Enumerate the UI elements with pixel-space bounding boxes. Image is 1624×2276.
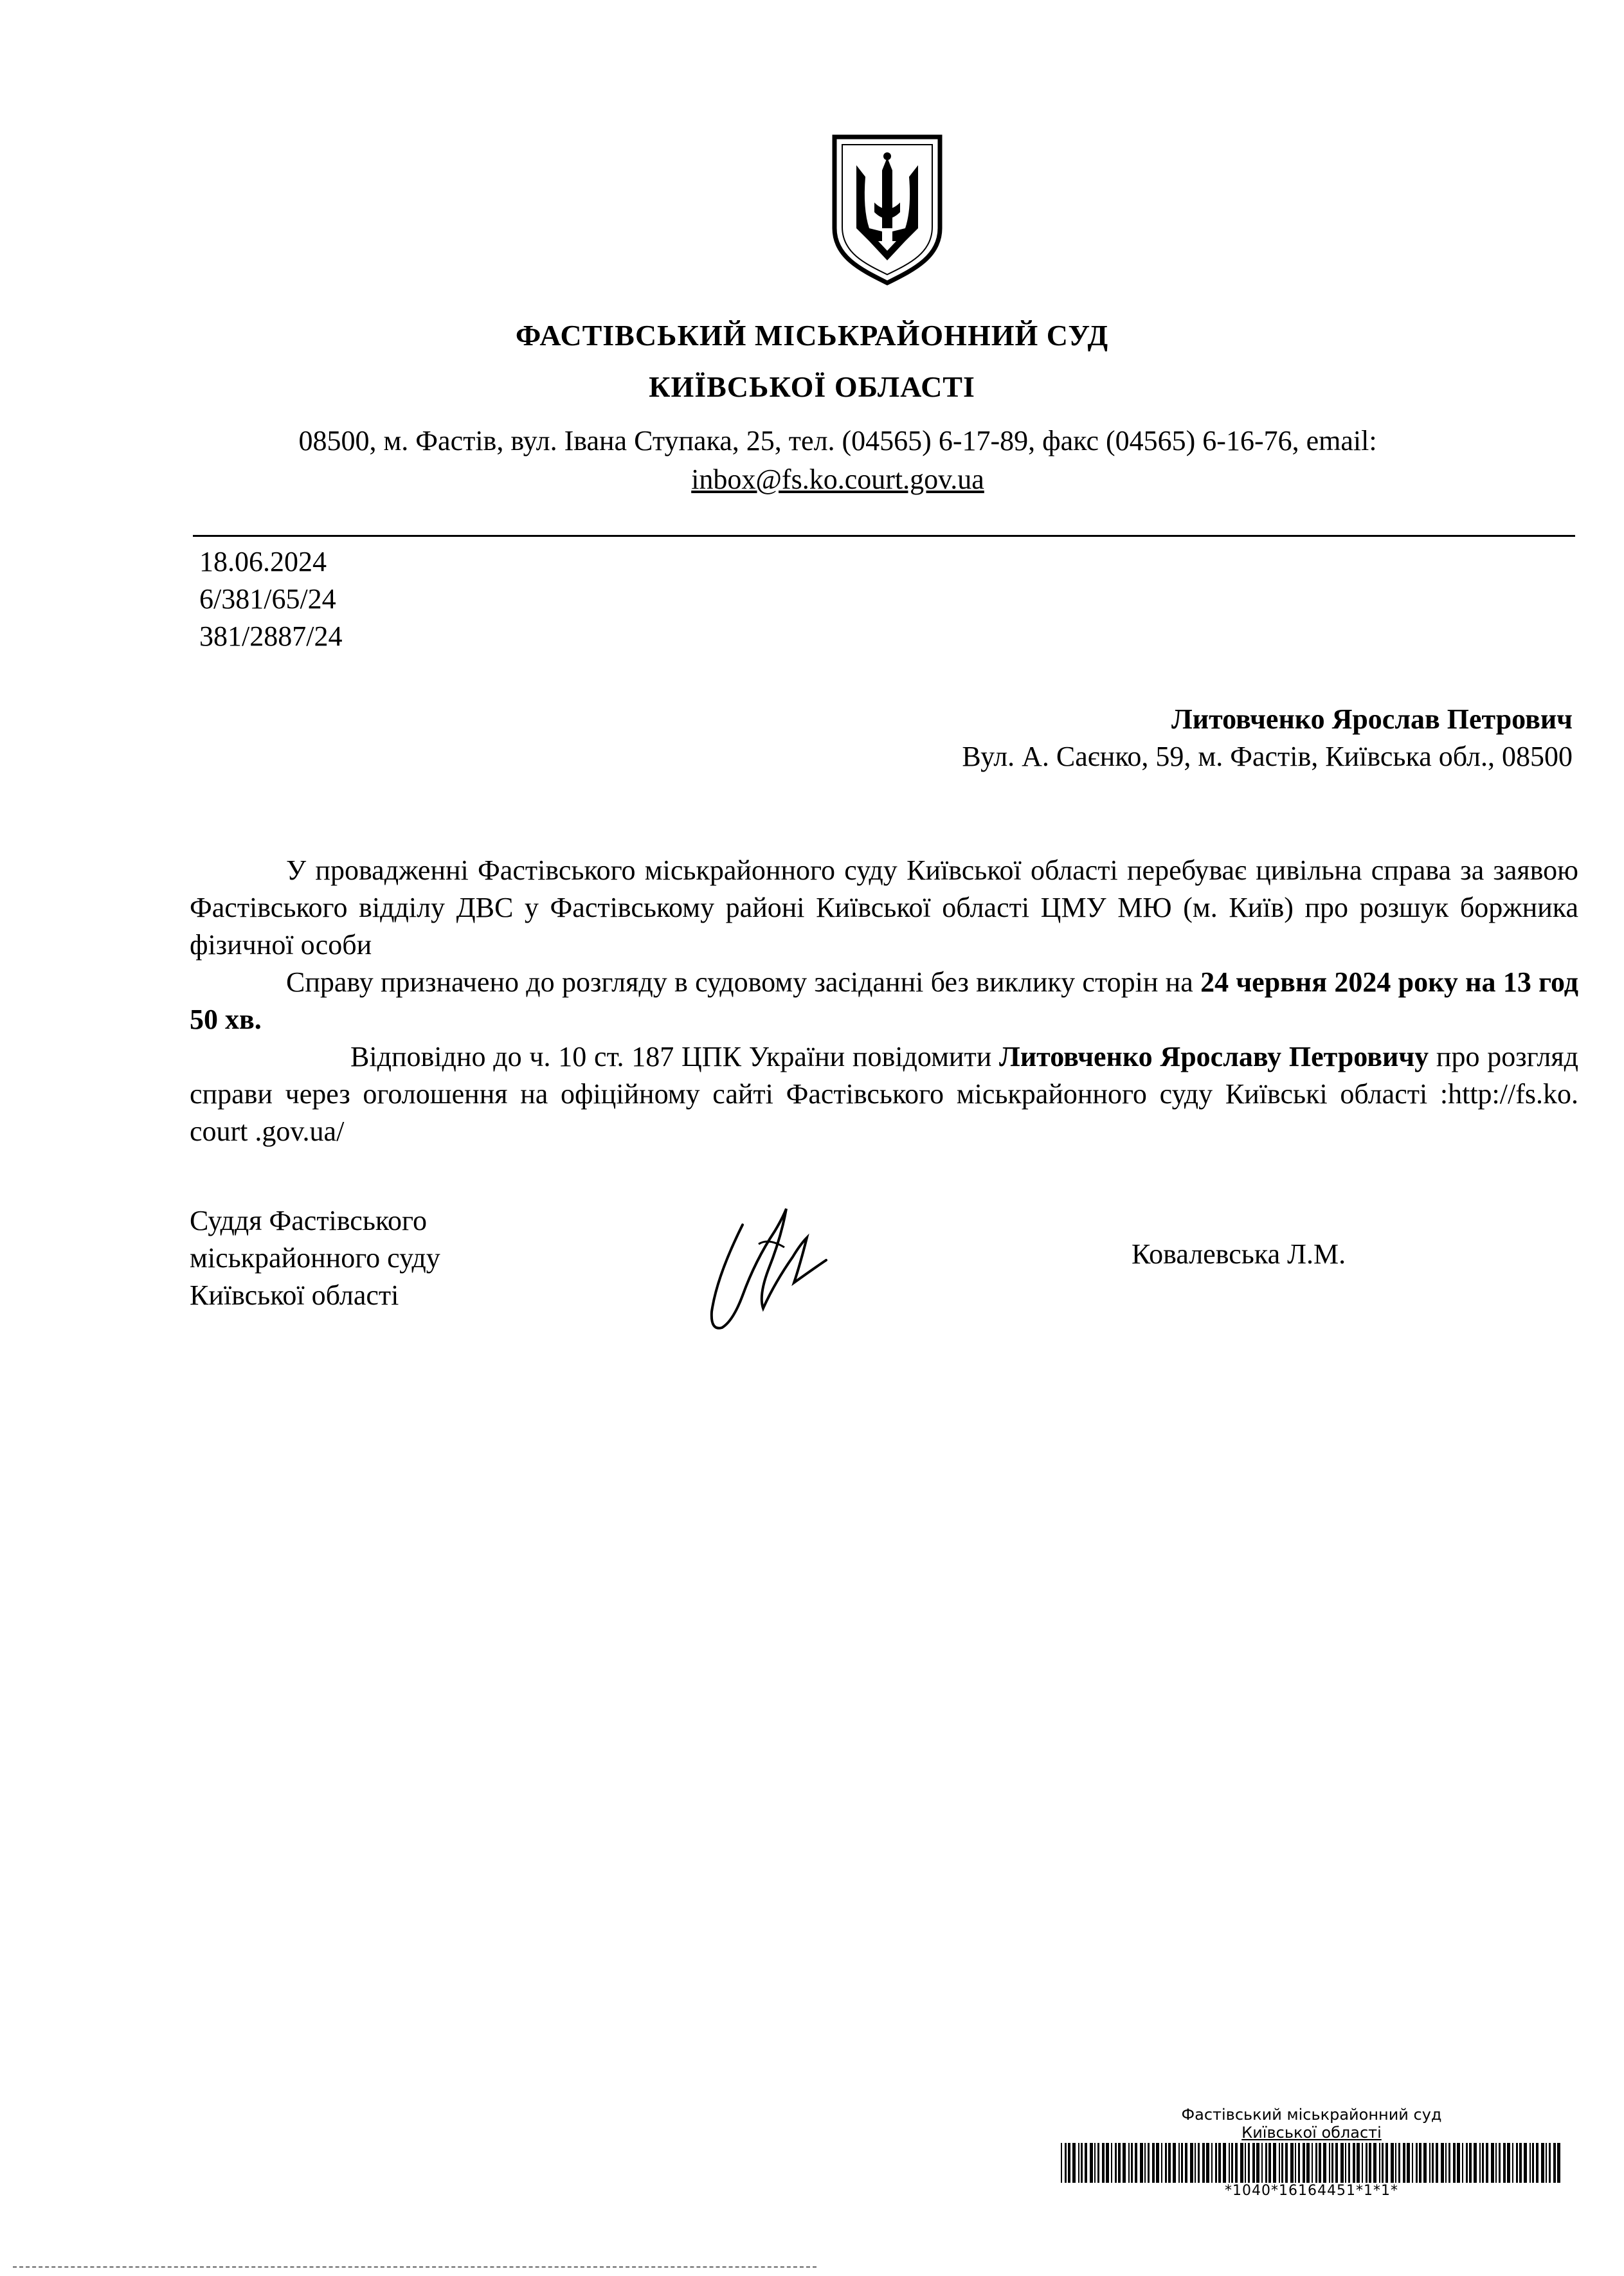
judge-title-line3: Київської області [190, 1279, 399, 1311]
recipient-name: Литовченко Ярослав Петрович [1171, 703, 1573, 735]
barcode-icon [1061, 2143, 1562, 2183]
recipient-block [962, 701, 1573, 775]
judge-title-line2: міськрайонного суду [190, 1242, 440, 1274]
body-paragraph-2 [190, 964, 1578, 1038]
reference-number-1: 6/381/65/24 [199, 583, 336, 615]
reference-number-2: 381/2887/24 [199, 620, 343, 652]
letter-body [190, 852, 1578, 1150]
paragraph-2-text: Справу призначено до розгляду в судовому засіданні без виклику сторін на [286, 966, 1201, 998]
recipient-address: Вул. А. Саєнко, 59, м. Фастів, Київська обл., 08500 [962, 741, 1573, 772]
court-email-link[interactable]: inbox@fs.ko.court.gov.ua [691, 464, 984, 495]
notified-person: Литовченко Ярославу Петровичу [999, 1041, 1429, 1072]
court-name-line2: КИЇВСЬКОЇ ОБЛАСТІ [649, 370, 975, 403]
stamp-region: Київської області [1241, 2124, 1382, 2142]
stamp-court-name: Фастівський міськрайонний суд [1181, 2106, 1442, 2124]
court-name-line1: ФАСТІВСЬКИЙ МІСЬКРАЙОННИЙ СУД [515, 319, 1109, 352]
coat-of-arms-emblem [829, 132, 945, 286]
hearing-date: 24 червня 2024 року на 13 год 50 хв. [190, 966, 1578, 1035]
header-divider [193, 535, 1575, 537]
barcode-number: *1040*16164451*1*1* [1225, 2183, 1398, 2199]
court-address: 08500, м. Фастів, вул. Івана Ступака, 25, тел. (04565) 6-17-89, факс (04565) 6-16-76, email: [298, 425, 1377, 456]
judge-title-line1: Суддя Фастівського [190, 1205, 427, 1236]
document-date: 18.06.2024 [199, 546, 327, 577]
registration-stamp [1054, 2106, 1569, 2199]
judge-title [190, 1202, 440, 1314]
paragraph-3-text-end: про розгляд справи через оголошення на офіційному сайті Фастівського міськрайонного суду Київські області :http://fs.ko. court .gov.ua/ [190, 1041, 1579, 1147]
paragraph-3-text-start: Відповідно до ч. 10 ст. 187 ЦПК України повідомити [350, 1041, 1000, 1072]
judge-name: Ковалевська Л.М. [1132, 1238, 1346, 1270]
handwritten-signature [704, 1199, 833, 1347]
footer-divider [13, 2266, 817, 2268]
document-meta [199, 543, 342, 655]
body-paragraph-3 [190, 1038, 1578, 1150]
body-paragraph-1: У провадженні Фастівського міськрайонного суду Київської області перебуває цивільна справа за заявою Фастівського відділу ДВС у Фастівському районі Київської області ЦМУ МЮ (м. Київ) про розшук боржника фізичної особи [190, 854, 1578, 961]
